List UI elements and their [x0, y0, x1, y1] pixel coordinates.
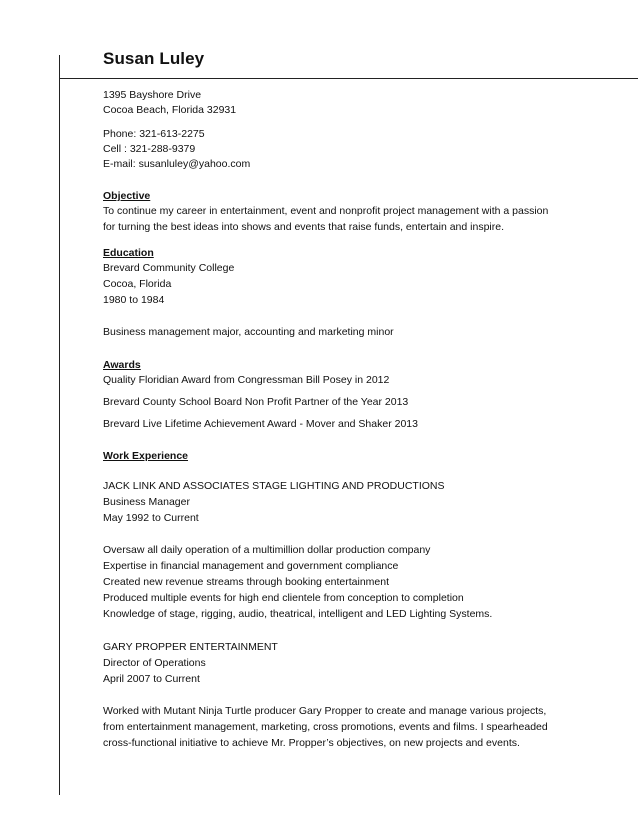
contact-email: E-mail: susanluley@yahoo.com [103, 158, 251, 170]
award-item: Quality Floridian Award from Congressman Bill Posey in 2012 [103, 374, 390, 386]
header-rule [59, 78, 638, 79]
job-dates: May 1992 to Current [103, 512, 199, 524]
education-years: 1980 to 1984 [103, 294, 165, 306]
contact-cell: Cell : 321-288-9379 [103, 143, 196, 155]
education-major: Business management major, accounting and marketing minor [103, 326, 394, 338]
left-margin-rule [59, 55, 60, 795]
objective-heading: Objective [103, 190, 151, 202]
job-title: Business Manager [103, 496, 190, 508]
job-duty-line: cross-functional initiative to achieve Mr. Propper’s objectives, on new projects and events. [103, 737, 520, 749]
job-duty-line: Oversaw all daily operation of a multimillion dollar production company [103, 544, 431, 556]
job-duty-line: Knowledge of stage, rigging, audio, theatrical, intelligent and LED Lighting Systems. [103, 608, 493, 620]
job-duty-line: Expertise in financial management and government compliance [103, 560, 399, 572]
job-duty-line: Produced multiple events for high end clientele from conception to completion [103, 592, 464, 604]
job-duty-line: Created new revenue streams through booking entertainment [103, 576, 390, 588]
award-item: Brevard Live Lifetime Achievement Award - Mover and Shaker 2013 [103, 418, 418, 430]
education-location: Cocoa, Florida [103, 278, 172, 290]
address-city: Cocoa Beach, Florida 32931 [103, 104, 237, 116]
award-item: Brevard County School Board Non Profit Partner of the Year 2013 [103, 396, 409, 408]
job-dates: April 2007 to Current [103, 673, 200, 685]
job-company: JACK LINK AND ASSOCIATES STAGE LIGHTING AND PRODUCTIONS [103, 480, 445, 492]
objective-line: To continue my career in entertainment, event and nonprofit project management with a passion [103, 205, 549, 217]
work-experience-heading: Work Experience [103, 450, 189, 462]
job-duty-line: from entertainment management, marketing, cross promotions, events and films. I spearheaded [103, 721, 548, 733]
contact-phone: Phone: 321-613-2275 [103, 128, 205, 140]
education-heading: Education [103, 247, 154, 259]
address-street: 1395 Bayshore Drive [103, 89, 202, 101]
awards-heading: Awards [103, 359, 141, 371]
objective-line: for turning the best ideas into shows and events that raise funds, entertain and inspire. [103, 221, 504, 233]
resume-name: Susan Luley [103, 49, 205, 68]
job-duty-line: Worked with Mutant Ninja Turtle producer Gary Propper to create and manage various projects, [103, 705, 547, 717]
job-company: GARY PROPPER ENTERTAINMENT [103, 641, 278, 653]
education-school: Brevard Community College [103, 262, 235, 274]
job-title: Director of Operations [103, 657, 206, 669]
